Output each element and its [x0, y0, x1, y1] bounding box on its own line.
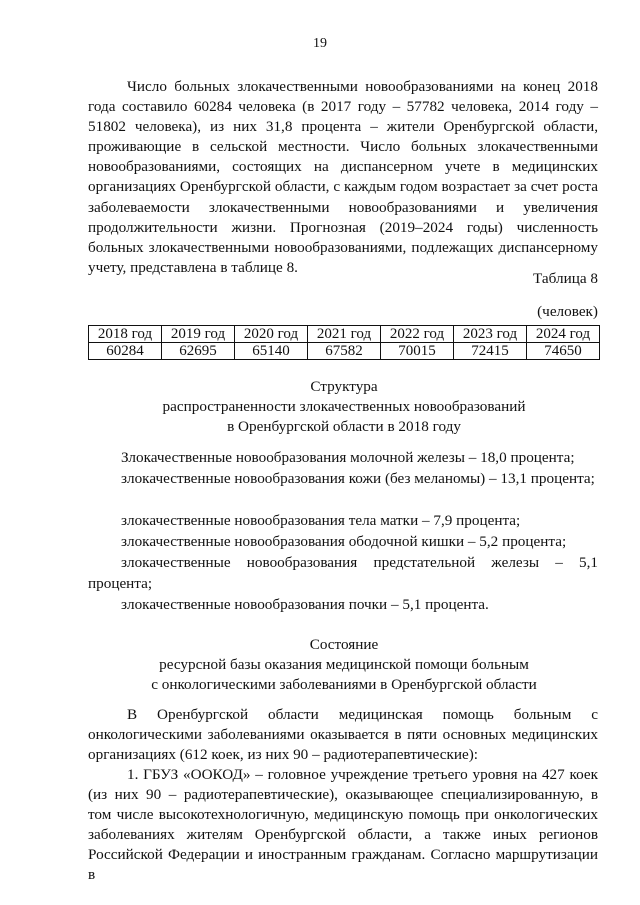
- state-paragraph: 1. ГБУЗ «ООКОД» – головное учреждение третьего уровня на 427 коек (из них 90 – радиотерапевтические), оказывающее специализированную, в том числе высокотехнологичную, медицинскую помощь при онкологических заболеваниях жителям Оренбургской области, а также иных регионов Российской Федерации и иностранным гражданам. Согласно маршрутизации в: [88, 766, 598, 884]
- page-number: 19: [313, 36, 327, 51]
- table-header-cell: 2024 год: [527, 326, 600, 343]
- table-header-cell: 2022 год: [381, 326, 454, 343]
- table-header-cell: 2019 год: [162, 326, 235, 343]
- state-heading-line1: Состояние: [309, 636, 379, 653]
- table-cell: 74650: [527, 343, 600, 360]
- table-cell: 65140: [235, 343, 308, 360]
- table-cell: 60284: [89, 343, 162, 360]
- structure-item: злокачественные новообразования кожи (без меланомы) – 13,1 процента;: [121, 470, 595, 487]
- intro-paragraph: Число больных злокачественными новообразованиями на конец 2018 года составило 60284 человека (в 2017 году – 57782 человека, 2014 году – 51802 человека), из них 31,8 процента – жители Оренбургской области, проживающие в сельской местности. Число больных злокачественными новообразованиями, состоящих на диспансерном учете в медицинских организациях Оренбургской области, с каждым годом возрастает за счет роста заболеваемости злокачественными новообразованиями и увеличения продолжительности жизни. Прогнозная (2019–2024 годы) численность больных злокачественными новообразованиями, подлежащих диспансерному учету, представлена в таблице 8.: [88, 78, 598, 276]
- table-unit: (человек): [537, 303, 598, 320]
- table-cell: 67582: [308, 343, 381, 360]
- table-header-cell: 2023 год: [454, 326, 527, 343]
- structure-item: злокачественные новообразования предстательной железы – 5,1 процента;: [88, 554, 598, 593]
- table-header-row: [89, 326, 600, 343]
- table-cell: 72415: [454, 343, 527, 360]
- structure-item: злокачественные новообразования почки – 5,1 процента.: [121, 596, 489, 613]
- structure-heading-line2: распространенности злокачественных новообразований: [162, 398, 526, 415]
- structure-item: злокачественные новообразования тела матки – 7,9 процента;: [121, 512, 521, 529]
- table-cell: 62695: [162, 343, 235, 360]
- table-caption: Таблица 8: [533, 270, 598, 287]
- table-header-cell: 2021 год: [308, 326, 381, 343]
- state-heading-line2: ресурсной базы оказания медицинской помощи больным: [159, 656, 529, 673]
- forecast-table: [88, 325, 600, 360]
- structure-item: Злокачественные новообразования молочной железы – 18,0 процента;: [121, 449, 575, 466]
- state-heading-line3: с онкологическими заболеваниями в Оренбургской области: [151, 676, 537, 693]
- structure-heading-line3: в Оренбургской области в 2018 году: [227, 418, 461, 435]
- state-paragraph: В Оренбургской области медицинская помощь больным с онкологическими заболеваниями оказывается в пяти основных медицинских организациях (612 коек, из них 90 – радиотерапевтические):: [88, 706, 598, 764]
- table-header-cell: 2018 год: [89, 326, 162, 343]
- structure-item: злокачественные новообразования ободочной кишки – 5,2 процента;: [121, 533, 567, 550]
- table-row: [89, 343, 600, 360]
- table-header-cell: 2020 год: [235, 326, 308, 343]
- structure-heading-line1: Структура: [310, 378, 378, 395]
- table-cell: 70015: [381, 343, 454, 360]
